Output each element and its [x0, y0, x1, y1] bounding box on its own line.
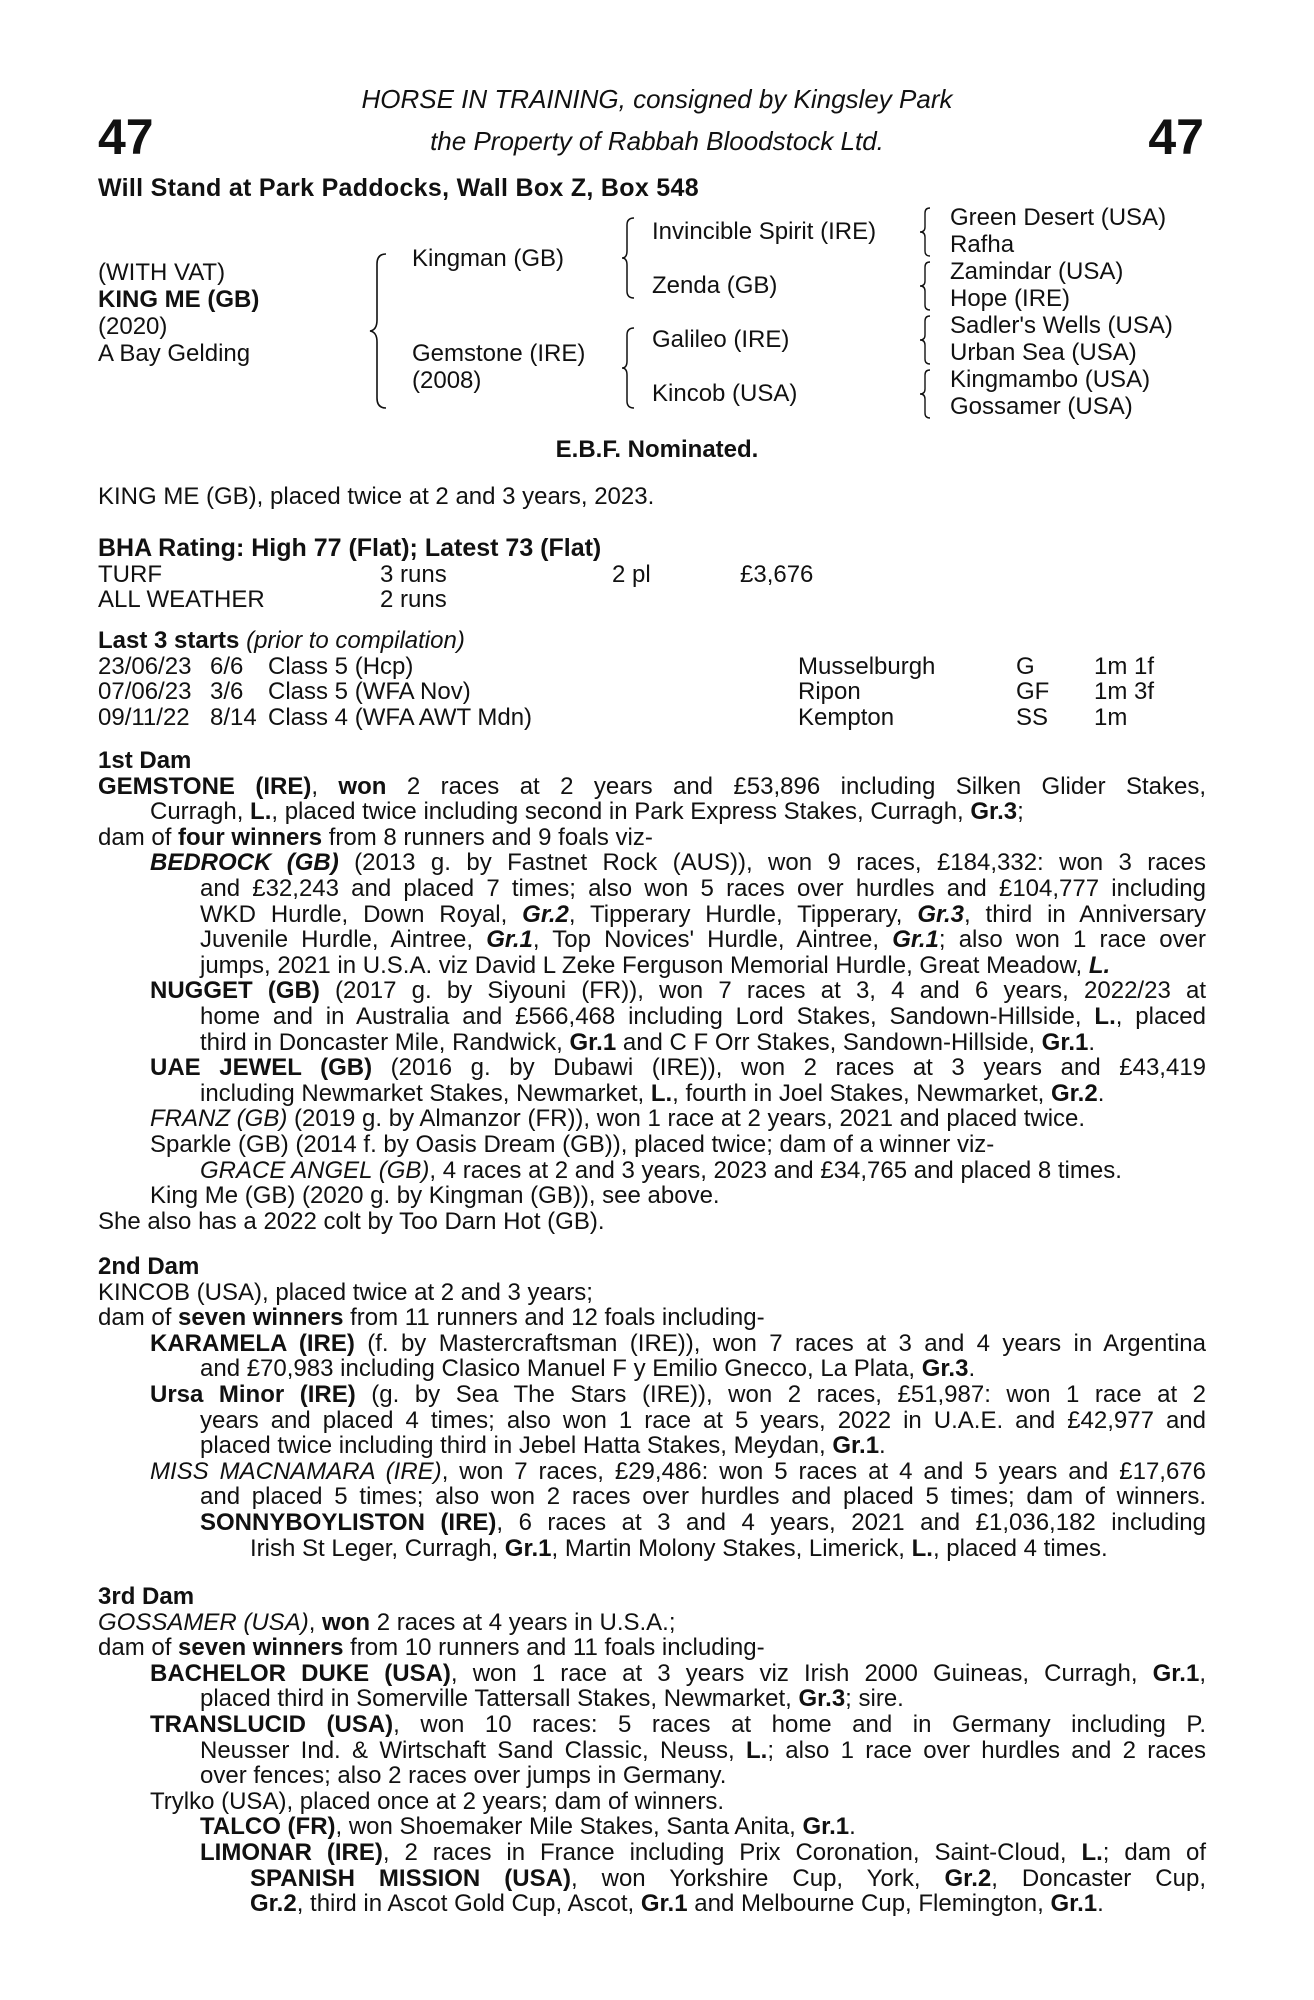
horse-description: A Bay Gelding	[98, 340, 251, 367]
text-line: She also has a 2022 colt by Too Darn Hot (GB).	[98, 1207, 605, 1235]
start-date: 07/06/23	[98, 678, 192, 706]
progeny-entry: NUGGET (GB) (2017 g. by Siyouni (FR)), won 7 races at 3, 4 and 6 years, 2022/23 at	[150, 977, 1206, 1005]
progeny-entry: BACHELOR DUKE (USA), won 1 race at 3 years viz Irish 2000 Guineas, Curragh, Gr.1,	[150, 1659, 1206, 1687]
rating-prize	[740, 587, 813, 613]
horse-year: (2020)	[98, 313, 168, 340]
progeny-entry: TRANSLUCID (USA), won 10 races: 5 races at home and in Germany including P.	[150, 1710, 1206, 1738]
dam-sire-sire: Sadler's Wells (USA)	[950, 312, 1173, 339]
rating-runs: 2 runs	[380, 586, 447, 614]
rating-prize: £3,676	[740, 560, 814, 588]
bha-rating	[98, 536, 1206, 613]
start-race: Class 5 (WFA Nov)	[268, 678, 471, 706]
start-position: 8/14	[210, 703, 257, 731]
pedigree-brace-main	[368, 252, 390, 410]
sire-dam-sire: Zamindar (USA)	[950, 258, 1124, 285]
start-date: 09/11/22	[98, 703, 190, 731]
start-going: G	[1016, 652, 1035, 680]
progeny-entry: MISS MACNAMARA (IRE), won 7 races, £29,486: won 5 races at 4 and 5 years and £17,676	[150, 1457, 1207, 1485]
section-title: 3rd Dam	[98, 1583, 195, 1610]
property-line: the Property of Rabbah Bloodstock Ltd.	[430, 126, 884, 156]
pedigree-brace-dam	[620, 326, 638, 410]
start-position: 3/6	[210, 678, 244, 706]
text-line: Neusser Ind. & Wirtschaft Sand Classic, Neuss, L.; also 1 race over hurdles and 2 races	[200, 1736, 1206, 1764]
pedigree-brace-dd	[918, 368, 934, 420]
starts-subtitle: (prior to compilation)	[246, 627, 465, 654]
text-line: SPANISH MISSION (USA), won Yorkshire Cup, York, Gr.2, Doncaster Cup,	[250, 1864, 1206, 1892]
race-summary: KING ME (GB), placed twice at 2 and 3 years, 2023.	[98, 483, 655, 510]
rating-surface: ALL WEATHER	[98, 586, 265, 614]
stand-location: Will Stand at Park Paddocks, Wall Box Z, Box 548	[98, 174, 699, 202]
sire-dam-dam: Hope (IRE)	[950, 285, 1071, 312]
text-line: Gr.2, third in Ascot Gold Cup, Ascot, Gr.1 and Melbourne Cup, Flemington, Gr.1.	[250, 1890, 1104, 1918]
start-distance: 1m 1f	[1094, 652, 1155, 680]
horse-name: KING ME (GB)	[98, 286, 260, 313]
text-line: years and placed 4 times; also won 1 race at 5 years, 2022 in U.A.E. and £42,977 and	[200, 1406, 1206, 1434]
dam-year: (2008)	[412, 367, 482, 394]
start-distance: 1m	[1094, 703, 1128, 731]
text-line: GOSSAMER (USA), won 2 races at 4 years in U.S.A.;	[98, 1608, 676, 1636]
text-line: Irish St Leger, Curragh, Gr.1, Martin Molony Stakes, Limerick, L., placed 4 times.	[250, 1534, 1108, 1562]
progeny-entry: BEDROCK (GB) (2013 g. by Fastnet Rock (AUS)), won 9 races, £184,332: won 3 races	[150, 849, 1206, 877]
grandchild-entry: GRACE ANGEL (GB), 4 races at 2 and 3 years, 2023 and £34,765 and placed 8 times.	[200, 1156, 1122, 1184]
progeny-entry: Sparkle (GB) (2014 f. by Oasis Dream (GB)), placed twice; dam of a winner viz-	[150, 1130, 995, 1158]
progeny-entry: FRANZ (GB) (2019 g. by Almanzor (FR)), won 1 race at 2 years, 2021 and placed twice.	[150, 1105, 1086, 1133]
text-line: placed third in Somerville Tattersall Stakes, Newmarket, Gr.3; sire.	[200, 1685, 904, 1713]
dam-sire-dam: Urban Sea (USA)	[950, 339, 1137, 366]
last-starts	[98, 628, 1206, 730]
start-date: 23/06/23	[98, 652, 192, 680]
start-going: GF	[1016, 678, 1050, 706]
dam-dam: Kincob (USA)	[652, 380, 798, 407]
second-dam-section	[98, 1254, 1206, 1561]
text-line: third in Doncaster Mile, Randwick, Gr.1 and C F Orr Stakes, Sandown-Hillside, Gr.1.	[200, 1028, 1096, 1056]
start-going: SS	[1016, 703, 1049, 731]
text-line: jumps, 2021 in U.S.A. viz David L Zeke Ferguson Memorial Hurdle, Great Meadow, L.	[200, 951, 1111, 979]
grandchild-entry: LIMONAR (IRE), 2 races in France including Prix Coronation, Saint-Cloud, L.; dam of	[200, 1838, 1206, 1866]
text-line: over fences; also 2 races over jumps in Germany.	[200, 1762, 727, 1790]
text-line: home and in Australia and £566,468 including Lord Stakes, Sandown-Hillside, L., placed	[200, 1002, 1206, 1030]
dam-sire: Galileo (IRE)	[652, 326, 790, 353]
start-distance: 1m 3f	[1094, 678, 1155, 706]
pedigree-brace-sd	[918, 260, 934, 312]
rating-table	[98, 562, 813, 613]
table-row	[98, 705, 1154, 731]
text-line: Juvenile Hurdle, Aintree, Gr.1, Top Novices' Hurdle, Aintree, Gr.1; also won 1 race over	[200, 926, 1206, 954]
rating-placed: 2 pl	[612, 560, 651, 588]
sire-sire-sire: Green Desert (USA)	[950, 204, 1167, 231]
sire-dam: Zenda (GB)	[652, 272, 778, 299]
text-line: WKD Hurdle, Down Royal, Gr.2, Tipperary Hurdle, Tipperary, Gr.3, third in Anniversary	[200, 900, 1207, 928]
table-row	[98, 679, 1154, 705]
progeny-entry: UAE JEWEL (GB) (2016 g. by Dubawi (IRE)), won 2 races at 3 years and £43,419	[150, 1054, 1207, 1082]
progeny-entry: King Me (GB) (2020 g. by Kingman (GB)), see above.	[150, 1182, 720, 1210]
text-line: KINCOB (USA), placed twice at 2 and 3 years;	[98, 1278, 593, 1306]
ebf-nominated: E.B.F. Nominated.	[555, 436, 759, 463]
progeny-entry: Trylko (USA), placed once at 2 years; dam of winners.	[150, 1787, 725, 1815]
text-line: and £32,243 and placed 7 times; also won 5 races over hurdles and £104,777 including	[200, 874, 1206, 902]
start-race: Class 5 (Hcp)	[268, 652, 414, 680]
rating-title: BHA Rating: High 77 (Flat); Latest 73 (Flat)	[98, 534, 602, 562]
section-title: 2nd Dam	[98, 1253, 200, 1280]
consignor-line: HORSE IN TRAINING, consigned by Kingsley Park	[361, 84, 953, 114]
text-line: dam of four winners from 8 runners and 9 foals viz-	[98, 823, 653, 851]
pedigree-brace-ds	[918, 314, 934, 366]
third-dam-section	[98, 1584, 1206, 1917]
text-line: Curragh, L., placed twice including second in Park Express Stakes, Curragh, Gr.3;	[150, 798, 1024, 826]
start-course: Kempton	[798, 703, 895, 731]
start-course: Musselburgh	[798, 652, 936, 680]
lot-number-right: 47	[1148, 109, 1204, 165]
rating-runs: 3 runs	[380, 560, 447, 588]
starts-title: Last 3 starts	[98, 627, 240, 654]
start-course: Ripon	[798, 678, 861, 706]
grandchild-entry: TALCO (FR), won Shoemaker Mile Stakes, Santa Anita, Gr.1.	[200, 1813, 856, 1841]
rating-placed	[612, 587, 740, 613]
sire-sire-dam: Rafha	[950, 231, 1015, 258]
dam-dam-dam: Gossamer (USA)	[950, 393, 1133, 420]
first-dam-section	[98, 748, 1206, 1234]
text-line: GEMSTONE (IRE), won 2 races at 2 years and £53,896 including Silken Glider Stakes,	[98, 772, 1207, 800]
text-line: including Newmarket Stakes, Newmarket, L., fourth in Joel Stakes, Newmarket, Gr.2.	[200, 1079, 1105, 1107]
start-position: 6/6	[210, 652, 244, 680]
table-row	[98, 587, 813, 613]
sire-sire: Invincible Spirit (IRE)	[652, 218, 877, 245]
pedigree-brace-ss	[918, 206, 934, 258]
section-title: 1st Dam	[98, 747, 192, 774]
table-row	[98, 654, 1154, 680]
start-race: Class 4 (WFA AWT Mdn)	[268, 703, 533, 731]
text-line: placed twice including third in Jebel Hatta Stakes, Meydan, Gr.1.	[200, 1432, 886, 1460]
lot-number-left: 47	[98, 109, 154, 165]
text-line: dam of seven winners from 10 runners and 11 foals including-	[98, 1634, 765, 1662]
horse-vat: (WITH VAT)	[98, 259, 226, 286]
starts-table	[98, 654, 1154, 731]
text-line: dam of seven winners from 11 runners and 12 foals including-	[98, 1304, 765, 1332]
dam-dam-sire: Kingmambo (USA)	[950, 366, 1151, 393]
text-line: and placed 5 times; also won 2 races over hurdles and placed 5 times; dam of winners.	[200, 1483, 1206, 1511]
progeny-entry: KARAMELA (IRE) (f. by Mastercraftsman (IRE)), won 7 races at 3 and 4 years in Argentina	[150, 1329, 1206, 1357]
text-line: and £70,983 including Clasico Manuel F y Emilio Gnecco, La Plata, Gr.3.	[200, 1355, 976, 1383]
sire: Kingman (GB)	[412, 245, 565, 272]
pedigree-brace-sire	[620, 216, 638, 300]
dam: Gemstone (IRE)	[412, 340, 586, 367]
rating-surface: TURF	[98, 560, 162, 588]
table-row	[98, 562, 813, 588]
grandchild-entry: SONNYBOYLISTON (IRE), 6 races at 3 and 4 years, 2021 and £1,036,182 including	[200, 1508, 1207, 1536]
progeny-entry: Ursa Minor (IRE) (g. by Sea The Stars (IRE)), won 2 races, £51,987: won 1 race at 2	[150, 1380, 1206, 1408]
